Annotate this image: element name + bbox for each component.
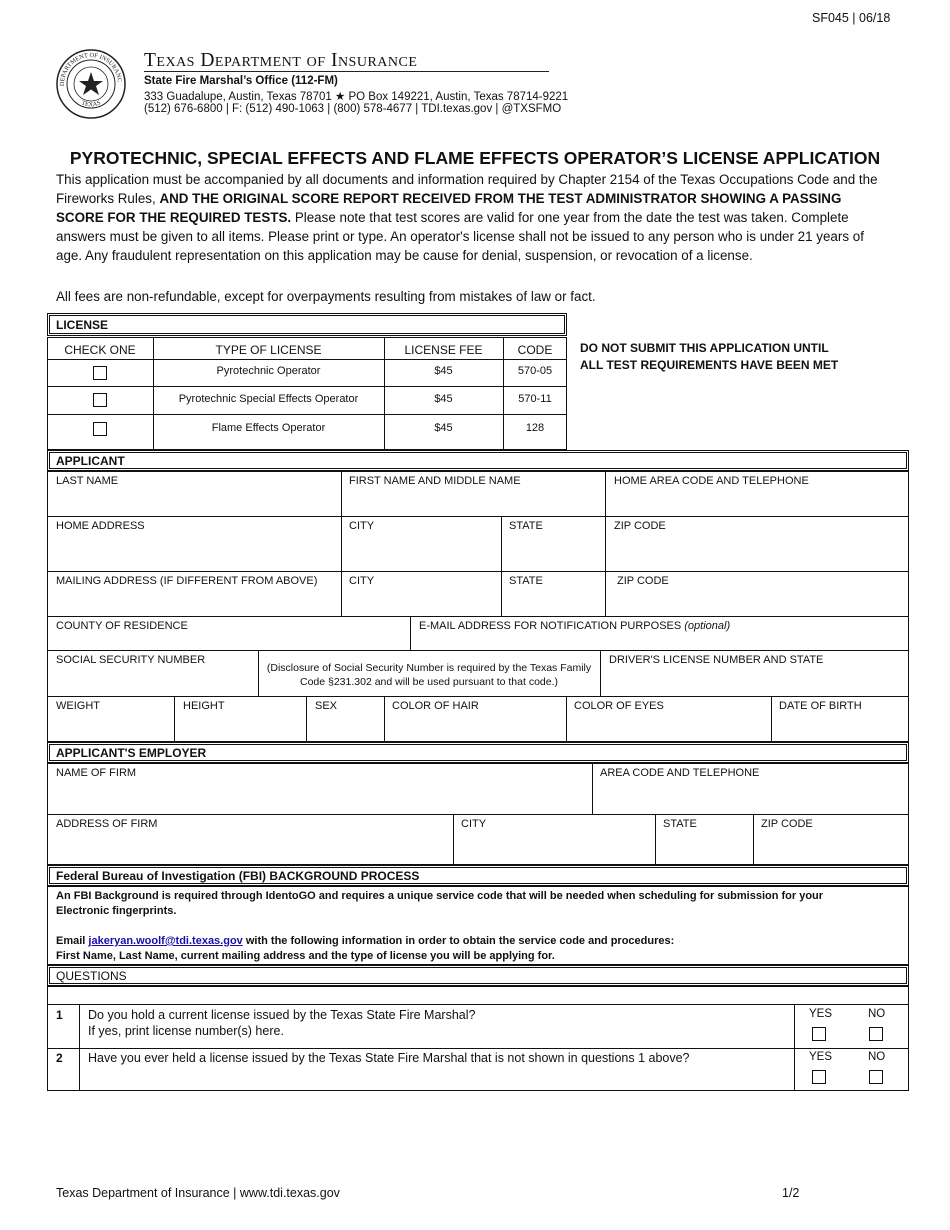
seal-text-bottom: TEXAS — [80, 99, 102, 109]
question-1-no-label: NO — [868, 1008, 886, 1020]
question-1-text — [88, 1007, 475, 1039]
fbi-requirement-text: An FBI Background is required through IdentoGO and requires a unique service code that will be needed when scheduling for submission for your Electronic fingerprints. — [56, 890, 824, 917]
mailing-address-field[interactable]: MAILING ADDRESS (IF DIFFERENT FROM ABOVE) — [56, 575, 318, 587]
firm-name-field[interactable]: NAME OF FIRM — [56, 767, 137, 779]
last-name-field[interactable]: LAST NAME — [56, 475, 119, 487]
fbi-email-instruction — [56, 934, 896, 949]
firm-address-field[interactable]: ADDRESS OF FIRM — [56, 818, 158, 830]
test-requirements-warning — [580, 340, 838, 374]
question-number: 2 — [56, 1051, 63, 1065]
page-number: 1/2 — [782, 1186, 800, 1200]
fbi-email-prefix: Email — [56, 935, 89, 947]
license-header-check: CHECK ONE — [64, 343, 136, 357]
license-fee: $45 — [434, 422, 453, 434]
sex-field[interactable]: SEX — [315, 700, 338, 712]
license-fee: $45 — [434, 393, 453, 405]
email-label: E-MAIL ADDRESS FOR NOTIFICATION PURPOSES — [419, 620, 682, 632]
license-header-fee: LICENSE FEE — [404, 343, 483, 357]
firm-city-field[interactable]: CITY — [461, 818, 487, 830]
drivers-license-field[interactable]: DRIVER'S LICENSE NUMBER AND STATE — [609, 654, 824, 666]
firm-state-field[interactable]: STATE — [663, 818, 697, 830]
home-address-field[interactable]: HOME ADDRESS — [56, 520, 145, 532]
date-of-birth-field[interactable]: DATE OF BIRTH — [779, 700, 862, 712]
license-fee: $45 — [434, 365, 453, 377]
license-code: 570-05 — [517, 365, 553, 377]
form-code: SF045 | 06/18 — [812, 11, 891, 25]
question-1-yes-label: YES — [809, 1008, 833, 1020]
fbi-email-suffix: with the following information in order to obtain the service code and procedures: — [242, 935, 675, 947]
agency-rule — [144, 71, 549, 72]
height-field[interactable]: HEIGHT — [183, 700, 225, 712]
license-checkbox-flame-effects[interactable] — [93, 422, 107, 436]
warning-line-1: DO NOT SUBMIT THIS APPLICATION UNTIL — [580, 341, 829, 355]
license-type: Pyrotechnic Special Effects Operator — [178, 393, 359, 405]
applicant-section-header — [47, 450, 909, 471]
email-field[interactable] — [419, 620, 730, 632]
fbi-section-title: Federal Bureau of Investigation (FBI) BACKGROUND PROCESS — [56, 869, 420, 883]
mailing-city-field[interactable]: CITY — [349, 575, 375, 587]
home-zip-field[interactable]: ZIP CODE — [614, 520, 666, 532]
office-contact: (512) 676-6800 | F: (512) 490-1063 | (800) 578-4677 | TDI.texas.gov | @TXSFMO — [144, 103, 562, 115]
question-number: 1 — [56, 1008, 63, 1022]
page-title: PYROTECHNIC, SPECIAL EFFECTS AND FLAME EFFECTS OPERATOR’S LICENSE APPLICATION — [69, 148, 881, 168]
hair-color-field[interactable]: COLOR OF HAIR — [392, 700, 479, 712]
question-2-no-label: NO — [868, 1051, 886, 1063]
license-type: Flame Effects Operator — [211, 422, 326, 434]
intro-bold: AND THE ORIGINAL SCORE REPORT RECEIVED FROM THE TEST ADMINISTRATOR SHOWING A PASSING SCORE FOR THE REQUIRED TESTS. — [56, 191, 842, 225]
questions-spacer-row — [47, 986, 909, 1005]
question-2-text: Have you ever held a license issued by the Texas State Fire Marshal that is not shown in questions 1 above? — [88, 1051, 690, 1065]
footer-agency: Texas Department of Insurance | www.tdi.texas.gov — [56, 1186, 340, 1200]
license-code: 128 — [525, 422, 545, 434]
question-1-no-checkbox[interactable] — [869, 1027, 883, 1041]
mailing-state-field[interactable]: STATE — [509, 575, 543, 587]
question-2-yes-label: YES — [809, 1051, 833, 1063]
question-1-line-2: If yes, print license number(s) here. — [88, 1024, 284, 1038]
office-name: State Fire Marshal’s Office (112-FM) — [144, 75, 338, 87]
home-state-field[interactable]: STATE — [509, 520, 543, 532]
firm-zip-field[interactable]: ZIP CODE — [761, 818, 813, 830]
license-type: Pyrotechnic Operator — [216, 365, 321, 377]
license-checkbox-special-effects[interactable] — [93, 393, 107, 407]
first-middle-name-field[interactable]: FIRST NAME AND MIDDLE NAME — [349, 475, 521, 487]
intro-part1: This application must be accompanied by all documents and information required by Chapter 2154 of the Texas Occupations Code and the Fireworks Rules, — [56, 172, 878, 206]
texas-insurance-seal — [55, 48, 127, 120]
mailing-zip-field[interactable]: ZIP CODE — [617, 575, 669, 587]
intro-part2: Please note that test scores are valid for one year from the date the test was taken. Complete answers must be given to all items. Please print or type. An operator's license shall not be issued to any person who is under 21 years of age. Any fraudulent representation on this application may be cause for denial, suspension, or revocation of a license. — [56, 210, 864, 263]
seal-text-top: DEPARTMENT OF INSURANC — [58, 51, 123, 87]
employer-section-title: APPLICANT'S EMPLOYER — [56, 746, 207, 760]
applicant-section-title: APPLICANT — [56, 454, 125, 468]
agency-name: Texas Department of Insurance — [144, 50, 418, 71]
ssn-disclosure: (Disclosure of Social Security Number is required by the Texas Family Code §231.302 and will be used pursuant to that code.) — [266, 662, 592, 688]
license-section-header — [47, 313, 567, 336]
county-field[interactable]: COUNTY OF RESIDENCE — [56, 620, 188, 632]
questions-section-title: QUESTIONS — [56, 969, 127, 983]
weight-field[interactable]: WEIGHT — [56, 700, 100, 712]
warning-line-2: ALL TEST REQUIREMENTS HAVE BEEN MET — [580, 358, 839, 372]
fbi-info-required: First Name, Last Name, current mailing address and the type of license you will be applying for. — [56, 950, 555, 962]
license-header-code: CODE — [517, 343, 553, 357]
question-1-yes-checkbox[interactable] — [812, 1027, 826, 1041]
question-2-yes-checkbox[interactable] — [812, 1070, 826, 1084]
license-code: 570-11 — [518, 393, 552, 405]
license-section-title: LICENSE — [56, 318, 109, 332]
question-2-no-checkbox[interactable] — [869, 1070, 883, 1084]
email-optional-note: (optional) — [684, 620, 731, 632]
home-city-field[interactable]: CITY — [349, 520, 375, 532]
office-address: 333 Guadalupe, Austin, Texas 78701 ★ PO Box 149221, Austin, Texas 78714-9221 — [144, 91, 569, 103]
license-checkbox-pyrotechnic[interactable] — [93, 366, 107, 380]
question-1-line-1: Do you hold a current license issued by the Texas State Fire Marshal? — [88, 1008, 476, 1022]
firm-phone-field[interactable]: AREA CODE AND TELEPHONE — [600, 767, 760, 779]
license-header-type: TYPE OF LICENSE — [215, 343, 322, 357]
questions-section-header — [47, 965, 909, 986]
fees-note: All fees are non-refundable, except for overpayments resulting from mistakes of law or fact. — [56, 289, 596, 304]
home-phone-field[interactable]: HOME AREA CODE AND TELEPHONE — [614, 475, 809, 487]
intro-paragraph — [56, 170, 886, 265]
ssn-field[interactable]: SOCIAL SECURITY NUMBER — [56, 654, 206, 666]
eye-color-field[interactable]: COLOR OF EYES — [574, 700, 664, 712]
fbi-email-link[interactable]: jakeryan.woolf@tdi.texas.gov — [88, 935, 243, 947]
